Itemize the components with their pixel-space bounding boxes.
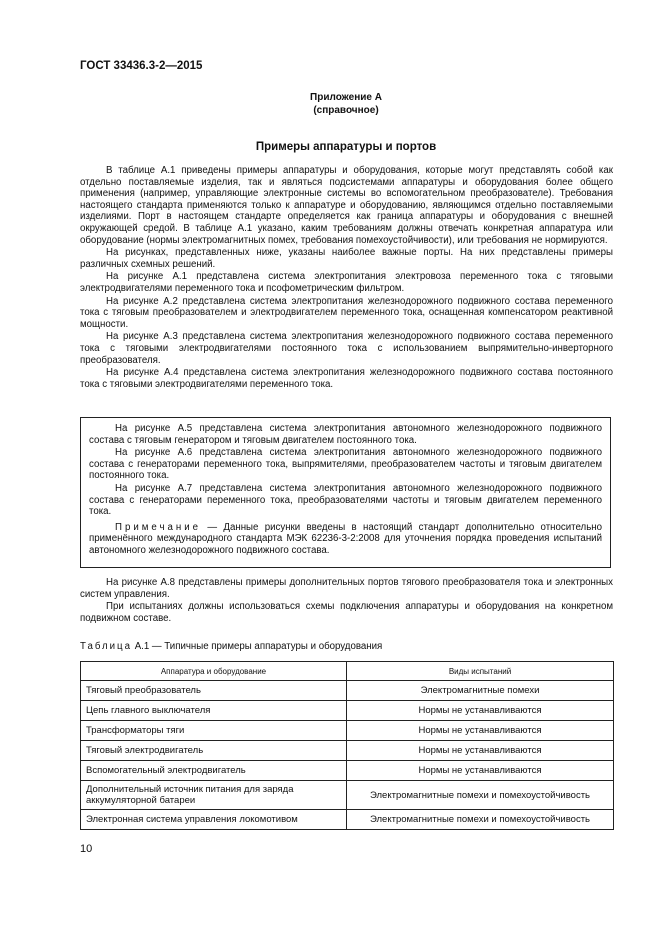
note-text: — Данные рисунки введены в настоящий стандарт дополнительно относительно применённого международного стандарта МЭК 62236-3-2:2008 для уточнения порядка проведения испытаний автономного железнодорожного подвижного состава. (89, 521, 602, 556)
table-caption-label: Таблица (80, 641, 132, 652)
annex-title: Примеры аппаратуры и портов (255, 141, 437, 153)
boxed-paragraph: На рисунке А.5 представлена система электропитания автономного железнодорожного подвижного состава с тяговым генератором и тяговым двигателем постоянного тока. (89, 423, 602, 446)
table-cell: Тяговый преобразователь (81, 681, 347, 701)
paragraph: На рисунке А.3 представлена система электропитания железнодорожного подвижного состава переменного тока с тяговыми электродвигателями постоянного тока с использованием выпрямительно-инверторного преобразователя. (80, 331, 613, 366)
table-header-cell: Аппаратура и оборудование (81, 662, 347, 681)
table-header-cell: Виды испытаний (347, 662, 614, 681)
table-header-row (81, 662, 614, 681)
body-text-2 (80, 577, 613, 625)
table-caption (80, 641, 382, 652)
table-cell: Электромагнитные помехи (347, 681, 614, 701)
table-caption-text: А.1 — Типичные примеры аппаратуры и оборудования (134, 641, 383, 652)
paragraph: При испытаниях должны использоваться схемы подключения аппаратуры и оборудования на конкретном подвижном составе. (80, 601, 613, 624)
table-cell: Тяговый электродвигатель (81, 741, 347, 761)
annex-status: (справочное) (313, 105, 379, 116)
boxed-paragraph: На рисунке А.6 представлена система электропитания автономного железнодорожного подвижного состава с генераторами переменного тока, выпрямителями, преобразователем частоты и тяговым двигателем постоянного тока. (89, 447, 602, 482)
paragraph: На рисунке А.4 представлена система электропитания железнодорожного подвижного состава постоянного тока с тяговыми электродвигателями переменного тока. (80, 367, 613, 390)
table-cell: Цепь главного выключателя (81, 701, 347, 721)
table-cell: Вспомогательный электродвигатель (81, 761, 347, 781)
page-number: 10 (80, 843, 93, 855)
boxed-paragraph: На рисунке А.7 представлена система электропитания автономного железнодорожного подвижного состава с генераторами переменного тока, преобразователями частоты и тяговым двигателем переменного тока. (89, 482, 602, 518)
table-cell: Нормы не устанавливаются (347, 701, 614, 721)
table-cell: Дополнительный источник питания для заряда аккумуляторной батареи (81, 781, 347, 810)
paragraph: На рисунке А.8 представлены примеры дополнительных портов тягового преобразователя тока и электронных систем управления. (80, 577, 613, 600)
table-row (81, 701, 614, 721)
table-row (81, 781, 614, 810)
note (89, 522, 602, 557)
table-row (81, 810, 614, 830)
table-cell: Электромагнитные помехи и помехоустойчивость (347, 781, 614, 810)
equipment-table (80, 661, 614, 830)
document-id: ГОСТ 33436.3-2—2015 (80, 60, 203, 72)
table-row (81, 681, 614, 701)
note-label: Примечание (115, 521, 202, 533)
table-cell: Нормы не устанавливаются (347, 721, 614, 741)
paragraph: На рисунках, представленных ниже, указаны наиболее важные порты. На них представлены примеры различных схемных решений. (80, 247, 613, 270)
paragraph: В таблице А.1 приведены примеры аппаратуры и оборудования, которые могут представлять собой как отдельно поставляемые изделия, так и являться подсистемами аппаратуры и оборудования более общего применения (например, управляющие электронные системы во вспомогательном преобразователе). Требования настоящего стандарта применяются только к аппаратуре и оборудованию, являющимся отдельно поставляемыми изделиями. Порт в настоящем стандарте определяется как граница аппаратуры и оборудования с внешней окружающей средой. В таблице А.1 указано, каким требованиям должны отвечать конкретная аппаратура или оборудование (нормы электромагнитных помех, требования помехоустойчивости), или требования не нормируются. (80, 165, 613, 246)
paragraph: На рисунке А.2 представлена система электропитания железнодорожного подвижного состава переменного тока с тяговым преобразователем и электродвигателем переменного тока, оснащенная компенсатором реактивной мощности. (80, 295, 613, 330)
annex-label: Приложение А (310, 92, 382, 103)
table-cell: Электронная система управления локомотивом (81, 810, 347, 830)
body-text (80, 165, 613, 391)
annex-heading (80, 91, 612, 117)
table-row (81, 721, 614, 741)
table-cell: Нормы не устанавливаются (347, 761, 614, 781)
paragraph: На рисунке А.1 представлена система электропитания электровоза переменного тока с тяговыми электродвигателями переменного тока и псофометрическим фильтром. (80, 271, 613, 294)
table-row (81, 761, 614, 781)
table-cell: Нормы не устанавливаются (347, 741, 614, 761)
table-cell: Трансформаторы тяги (81, 721, 347, 741)
table-cell: Электромагнитные помехи и помехоустойчивость (347, 810, 614, 830)
boxed-insert (80, 417, 611, 568)
table-row (81, 741, 614, 761)
